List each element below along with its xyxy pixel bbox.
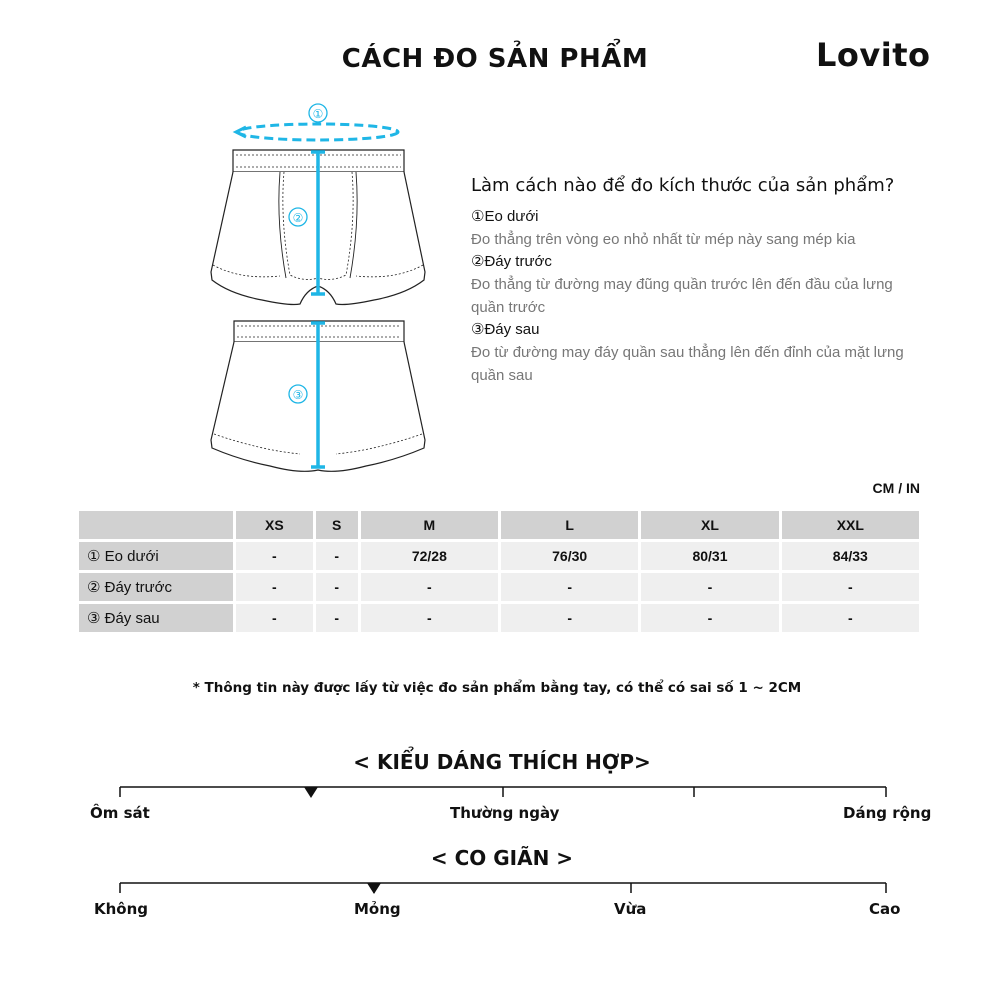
table-corner-cell [79, 511, 233, 539]
table-cell: - [236, 573, 313, 601]
stretch-scale-title: < CO GIÃN > [430, 846, 574, 870]
table-cell: 80/31 [641, 542, 778, 570]
table-row [79, 542, 919, 570]
size-header-m: M [361, 511, 498, 539]
stretch-label-medium: Vừa [614, 900, 647, 918]
table-cell: - [641, 573, 778, 601]
stretch-selected-marker [367, 883, 381, 894]
fit-scale-bar [110, 780, 900, 800]
stretch-label-none: Không [94, 900, 149, 918]
table-row [79, 573, 919, 601]
row-label-waist: ① Eo dưới [79, 542, 233, 570]
guide-heading-waist: ①Eo dưới [471, 208, 539, 225]
measurement-note: * Thông tin này được lấy từ việc đo sản phẩm bằng tay, có thể có sai số 1 ~ 2CM [192, 680, 802, 696]
table-cell: - [361, 604, 498, 632]
fit-scale-title: < KIỂU DÁNG THÍCH HỢP> [353, 750, 651, 774]
table-cell: - [316, 573, 358, 601]
fit-label-loose: Dáng rộng [843, 804, 932, 822]
waist-ellipse [238, 124, 398, 140]
row-label-front-rise: ② Đáy trước [79, 573, 233, 601]
page-title: CÁCH ĐO SẢN PHẨM [341, 44, 649, 74]
table-cell: - [501, 573, 638, 601]
size-header-s: S [316, 511, 358, 539]
size-header-xs: XS [236, 511, 313, 539]
table-cell: - [236, 542, 313, 570]
stretch-scale-bar [110, 876, 900, 896]
guide-heading-front-rise: ②Đáy trước [471, 253, 552, 270]
table-cell: - [782, 573, 919, 601]
fit-label-slim: Ôm sát [90, 804, 150, 822]
marker-3-label: ③ [292, 388, 304, 402]
table-cell: 76/30 [501, 542, 638, 570]
waist-arrow [236, 127, 246, 137]
guide-desc-waist: Đo thẳng trên vòng eo nhỏ nhất từ mép này sang mép kia [471, 231, 856, 248]
size-header-xl: XL [641, 511, 778, 539]
table-cell: - [361, 573, 498, 601]
size-header-xxl: XXL [782, 511, 919, 539]
table-cell: - [641, 604, 778, 632]
measurement-guide [471, 170, 921, 387]
table-cell: - [316, 604, 358, 632]
stretch-label-slight: Mỏng [354, 900, 401, 918]
size-header-row [79, 511, 919, 539]
table-cell: - [236, 604, 313, 632]
brand-logo: Lovito [816, 36, 931, 74]
marker-2-label: ② [292, 211, 304, 225]
unit-label: CM / IN [872, 480, 920, 496]
stretch-label-high: Cao [869, 900, 901, 918]
table-cell: - [316, 542, 358, 570]
marker-1-label: ① [312, 107, 324, 121]
size-header-l: L [501, 511, 638, 539]
guide-question: Làm cách nào để đo kích thước của sản phẩm? [471, 175, 895, 196]
table-cell: 84/33 [782, 542, 919, 570]
table-row [79, 604, 919, 632]
size-table [76, 508, 922, 635]
fit-label-regular: Thường ngày [450, 804, 560, 822]
guide-heading-back-rise: ③Đáy sau [471, 321, 540, 338]
table-cell: 72/28 [361, 542, 498, 570]
row-label-back-rise: ③ Đáy sau [79, 604, 233, 632]
table-cell: - [782, 604, 919, 632]
fit-selected-marker [304, 787, 318, 798]
guide-desc-back-rise: Đo từ đường may đáy quần sau thẳng lên đến đỉnh của mặt lưng quần sau [471, 344, 904, 384]
measurement-illustration [195, 98, 445, 488]
table-cell: - [501, 604, 638, 632]
guide-desc-front-rise: Đo thẳng từ đường may đũng quần trước lên đến đầu của lưng quần trước [471, 276, 893, 316]
